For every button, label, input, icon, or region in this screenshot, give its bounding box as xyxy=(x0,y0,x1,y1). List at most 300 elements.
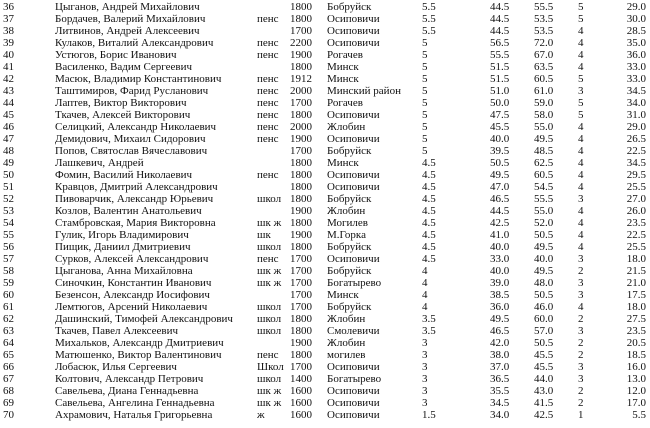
wins-cell: 4 xyxy=(578,182,584,193)
player-name: Пищик, Даниил Дмитриевич xyxy=(55,242,191,253)
tiebreak-1-cell: 40.0 xyxy=(490,242,510,253)
tiebreak-2-cell: 46.0 xyxy=(534,302,554,313)
place-cell: 39 xyxy=(3,38,14,49)
wins-cell: 5 xyxy=(578,74,584,85)
rating-cell: 1400 xyxy=(290,374,312,385)
player-name: Кулаков, Виталий Александрович xyxy=(55,38,214,49)
place-cell: 67 xyxy=(3,374,14,385)
tiebreak-1-cell: 37.0 xyxy=(490,362,510,373)
category-cell: пенс xyxy=(257,122,279,133)
tiebreak-2-cell: 72.0 xyxy=(534,38,554,49)
tiebreak-3-cell: 26.5 xyxy=(626,134,646,145)
tiebreak-1-cell: 44.5 xyxy=(490,206,510,217)
tiebreak-1-cell: 42.5 xyxy=(490,218,510,229)
rating-cell: 1800 xyxy=(290,170,312,181)
player-name: Литвинов, Андрей Алексеевич xyxy=(55,26,200,37)
wins-cell: 3 xyxy=(578,86,584,97)
rating-cell: 1600 xyxy=(290,410,312,421)
table-row xyxy=(0,266,650,277)
points-cell: 1.5 xyxy=(422,410,436,421)
table-row xyxy=(0,110,650,121)
table-row xyxy=(0,290,650,301)
tiebreak-1-cell: 50.0 xyxy=(490,98,510,109)
tiebreak-1-cell: 47.5 xyxy=(490,110,510,121)
city-cell: Рогачев xyxy=(327,50,363,61)
tiebreak-1-cell: 36.0 xyxy=(490,302,510,313)
city-cell: Рогачев xyxy=(327,98,363,109)
wins-cell: 4 xyxy=(578,146,584,157)
points-cell: 3.5 xyxy=(422,314,436,325)
category-cell: ж xyxy=(257,410,265,421)
tiebreak-3-cell: 31.0 xyxy=(626,110,646,121)
player-name: Демидович, Михаил Сидорович xyxy=(55,134,206,145)
tiebreak-3-cell: 16.0 xyxy=(626,362,646,373)
category-cell: пенс xyxy=(257,98,279,109)
points-cell: 5 xyxy=(422,86,428,97)
place-cell: 44 xyxy=(3,98,14,109)
points-cell: 5 xyxy=(422,110,428,121)
category-cell: пенс xyxy=(257,86,279,97)
category-cell: школ xyxy=(257,314,282,325)
tiebreak-3-cell: 29.0 xyxy=(626,122,646,133)
tiebreak-2-cell: 49.5 xyxy=(534,134,554,145)
tiebreak-1-cell: 34.5 xyxy=(490,398,510,409)
rating-cell: 1900 xyxy=(290,206,312,217)
wins-cell: 4 xyxy=(578,242,584,253)
place-cell: 62 xyxy=(3,314,14,325)
tiebreak-2-cell: 45.5 xyxy=(534,362,554,373)
player-name: Пивоварчик, Александр Юрьевич xyxy=(55,194,214,205)
place-cell: 59 xyxy=(3,278,14,289)
wins-cell: 3 xyxy=(578,362,584,373)
wins-cell: 2 xyxy=(578,398,584,409)
tiebreak-3-cell: 27.0 xyxy=(626,194,646,205)
tiebreak-1-cell: 51.5 xyxy=(490,74,510,85)
tiebreak-1-cell: 42.0 xyxy=(490,338,510,349)
city-cell: Осиповичи xyxy=(327,14,380,25)
tiebreak-2-cell: 42.5 xyxy=(534,410,554,421)
place-cell: 42 xyxy=(3,74,14,85)
tiebreak-3-cell: 35.0 xyxy=(626,38,646,49)
tiebreak-1-cell: 38.5 xyxy=(490,290,510,301)
points-cell: 5 xyxy=(422,122,428,133)
table-row xyxy=(0,314,650,325)
tiebreak-1-cell: 46.5 xyxy=(490,194,510,205)
place-cell: 65 xyxy=(3,350,14,361)
player-name: Савельева, Ангелина Геннадьевна xyxy=(55,398,215,409)
tiebreak-3-cell: 33.0 xyxy=(626,74,646,85)
city-cell: Минск xyxy=(327,290,359,301)
tiebreak-2-cell: 53.5 xyxy=(534,14,554,25)
player-name: Таштимиров, Фарид Русланович xyxy=(55,86,209,97)
player-name: Ткачев, Алексей Викторович xyxy=(55,110,191,121)
city-cell: Жлобин xyxy=(327,122,366,133)
place-cell: 55 xyxy=(3,230,14,241)
rating-cell: 1900 xyxy=(290,230,312,241)
wins-cell: 2 xyxy=(578,266,584,277)
tiebreak-2-cell: 60.0 xyxy=(534,314,554,325)
rating-cell: 1912 xyxy=(290,74,312,85)
table-row xyxy=(0,74,650,85)
rating-cell: 1800 xyxy=(290,62,312,73)
rating-cell: 1900 xyxy=(290,50,312,61)
rating-cell: 1800 xyxy=(290,350,312,361)
table-row xyxy=(0,158,650,169)
wins-cell: 4 xyxy=(578,134,584,145)
category-cell: школ xyxy=(257,194,282,205)
wins-cell: 4 xyxy=(578,302,584,313)
wins-cell: 5 xyxy=(578,14,584,25)
table-row xyxy=(0,122,650,133)
tiebreak-2-cell: 49.5 xyxy=(534,266,554,277)
tiebreak-2-cell: 40.0 xyxy=(534,254,554,265)
rating-cell: 1800 xyxy=(290,2,312,13)
wins-cell: 4 xyxy=(578,218,584,229)
table-row xyxy=(0,2,650,13)
wins-cell: 4 xyxy=(578,122,584,133)
player-name: Цыганов, Андрей Михайлович xyxy=(55,2,200,13)
category-cell: пенс xyxy=(257,14,279,25)
tiebreak-1-cell: 51.0 xyxy=(490,86,510,97)
tiebreak-2-cell: 59.0 xyxy=(534,98,554,109)
wins-cell: 4 xyxy=(578,206,584,217)
points-cell: 5.5 xyxy=(422,14,436,25)
place-cell: 37 xyxy=(3,14,14,25)
tiebreak-1-cell: 39.5 xyxy=(490,146,510,157)
category-cell: школ xyxy=(257,374,282,385)
tiebreak-3-cell: 25.5 xyxy=(626,182,646,193)
player-name: Кравцов, Дмитрий Александрович xyxy=(55,182,218,193)
table-row xyxy=(0,242,650,253)
player-name: Сурков, Алексей Александрович xyxy=(55,254,209,265)
wins-cell: 4 xyxy=(578,38,584,49)
tiebreak-2-cell: 53.5 xyxy=(534,26,554,37)
tiebreak-3-cell: 21.5 xyxy=(626,266,646,277)
place-cell: 68 xyxy=(3,386,14,397)
points-cell: 5 xyxy=(422,134,428,145)
tiebreak-3-cell: 17.0 xyxy=(626,398,646,409)
tiebreak-1-cell: 47.0 xyxy=(490,182,510,193)
points-cell: 5.5 xyxy=(422,26,436,37)
tiebreak-2-cell: 55.5 xyxy=(534,194,554,205)
category-cell: шк ж xyxy=(257,218,282,229)
place-cell: 58 xyxy=(3,266,14,277)
player-name: Бордачев, Валерий Михайлович xyxy=(55,14,206,25)
place-cell: 43 xyxy=(3,86,14,97)
points-cell: 5 xyxy=(422,62,428,73)
tiebreak-1-cell: 45.5 xyxy=(490,122,510,133)
points-cell: 3 xyxy=(422,362,428,373)
points-cell: 4.5 xyxy=(422,170,436,181)
rating-cell: 1700 xyxy=(290,98,312,109)
tiebreak-2-cell: 63.5 xyxy=(534,62,554,73)
tiebreak-2-cell: 41.5 xyxy=(534,398,554,409)
table-row xyxy=(0,170,650,181)
wins-cell: 4 xyxy=(578,170,584,181)
city-cell: Бобруйск xyxy=(327,302,372,313)
tiebreak-1-cell: 40.0 xyxy=(490,266,510,277)
wins-cell: 2 xyxy=(578,338,584,349)
table-row xyxy=(0,14,650,25)
points-cell: 4 xyxy=(422,278,428,289)
wins-cell: 3 xyxy=(578,290,584,301)
place-cell: 56 xyxy=(3,242,14,253)
tiebreak-2-cell: 48.5 xyxy=(534,146,554,157)
tiebreak-2-cell: 67.0 xyxy=(534,50,554,61)
tiebreak-2-cell: 50.5 xyxy=(534,338,554,349)
tiebreak-1-cell: 36.5 xyxy=(490,374,510,385)
tiebreak-3-cell: 26.0 xyxy=(626,206,646,217)
category-cell: пенс xyxy=(257,74,279,85)
city-cell: Осиповичи xyxy=(327,398,380,409)
table-row xyxy=(0,386,650,397)
wins-cell: 4 xyxy=(578,62,584,73)
tiebreak-2-cell: 55.5 xyxy=(534,2,554,13)
tiebreak-3-cell: 12.0 xyxy=(626,386,646,397)
city-cell: Бобруйск xyxy=(327,2,372,13)
city-cell: Бобруйск xyxy=(327,194,372,205)
tiebreak-1-cell: 34.0 xyxy=(490,410,510,421)
rating-cell: 2000 xyxy=(290,122,312,133)
city-cell: Минск xyxy=(327,62,359,73)
player-name: Дашинский, Тимофей Александрович xyxy=(55,314,233,325)
place-cell: 52 xyxy=(3,194,14,205)
tiebreak-1-cell: 44.5 xyxy=(490,14,510,25)
rating-cell: 1700 xyxy=(290,290,312,301)
table-row xyxy=(0,362,650,373)
place-cell: 51 xyxy=(3,182,14,193)
tiebreak-3-cell: 22.5 xyxy=(626,146,646,157)
tiebreak-2-cell: 54.5 xyxy=(534,182,554,193)
city-cell: Осиповичи xyxy=(327,182,380,193)
player-name: Попов, Святослав Вячеславович xyxy=(55,146,208,157)
category-cell: школ xyxy=(257,326,282,337)
points-cell: 3.5 xyxy=(422,326,436,337)
city-cell: Осиповичи xyxy=(327,362,380,373)
table-row xyxy=(0,98,650,109)
rating-cell: 1800 xyxy=(290,110,312,121)
points-cell: 4.5 xyxy=(422,218,436,229)
place-cell: 45 xyxy=(3,110,14,121)
table-row xyxy=(0,326,650,337)
tiebreak-1-cell: 39.0 xyxy=(490,278,510,289)
table-row xyxy=(0,338,650,349)
tiebreak-1-cell: 50.5 xyxy=(490,158,510,169)
place-cell: 38 xyxy=(3,26,14,37)
points-cell: 4.5 xyxy=(422,242,436,253)
tiebreak-2-cell: 50.5 xyxy=(534,290,554,301)
tiebreak-3-cell: 28.5 xyxy=(626,26,646,37)
rating-cell: 1800 xyxy=(290,218,312,229)
place-cell: 49 xyxy=(3,158,14,169)
tiebreak-3-cell: 30.0 xyxy=(626,14,646,25)
table-row xyxy=(0,134,650,145)
place-cell: 61 xyxy=(3,302,14,313)
tiebreak-1-cell: 41.0 xyxy=(490,230,510,241)
category-cell: шк ж xyxy=(257,386,282,397)
tiebreak-2-cell: 44.0 xyxy=(534,374,554,385)
tiebreak-2-cell: 55.0 xyxy=(534,122,554,133)
table-row xyxy=(0,410,650,421)
place-cell: 63 xyxy=(3,326,14,337)
tiebreak-3-cell: 5.5 xyxy=(632,410,646,421)
tiebreak-2-cell: 49.5 xyxy=(534,242,554,253)
rating-cell: 1700 xyxy=(290,254,312,265)
category-cell: шк ж xyxy=(257,278,282,289)
tiebreak-3-cell: 17.5 xyxy=(626,290,646,301)
points-cell: 4.5 xyxy=(422,206,436,217)
category-cell: школ xyxy=(257,242,282,253)
table-row xyxy=(0,230,650,241)
tiebreak-3-cell: 18.5 xyxy=(626,350,646,361)
rating-cell: 1700 xyxy=(290,26,312,37)
tiebreak-3-cell: 18.0 xyxy=(626,254,646,265)
category-cell: пенс xyxy=(257,254,279,265)
rating-cell: 1800 xyxy=(290,14,312,25)
city-cell: Минск xyxy=(327,74,359,85)
city-cell: Бобруйск xyxy=(327,266,372,277)
city-cell: Минск xyxy=(327,158,359,169)
place-cell: 48 xyxy=(3,146,14,157)
player-name: Устюгов, Борис Иванович xyxy=(55,50,177,61)
city-cell: Бобруйск xyxy=(327,242,372,253)
city-cell: Осиповичи xyxy=(327,134,380,145)
player-name: Ткачев, Павел Алексеевич xyxy=(55,326,179,337)
table-row xyxy=(0,26,650,37)
category-cell: пенс xyxy=(257,38,279,49)
tiebreak-3-cell: 21.0 xyxy=(626,278,646,289)
points-cell: 4.5 xyxy=(422,158,436,169)
city-cell: Жлобин xyxy=(327,338,366,349)
tiebreak-2-cell: 62.5 xyxy=(534,158,554,169)
wins-cell: 2 xyxy=(578,314,584,325)
player-name: Селицкий, Александр Николаевич xyxy=(55,122,217,133)
player-name: Фомин, Василий Николаевич xyxy=(55,170,193,181)
tiebreak-2-cell: 60.5 xyxy=(534,170,554,181)
tiebreak-2-cell: 61.0 xyxy=(534,86,554,97)
place-cell: 57 xyxy=(3,254,14,265)
city-cell: Богатырево xyxy=(327,278,382,289)
player-name: Михальков, Александр Дмитриевич xyxy=(55,338,224,349)
rating-cell: 1800 xyxy=(290,158,312,169)
table-row xyxy=(0,50,650,61)
table-row xyxy=(0,86,650,97)
category-cell: Школ xyxy=(257,362,284,373)
table-row xyxy=(0,194,650,205)
wins-cell: 4 xyxy=(578,230,584,241)
points-cell: 4.5 xyxy=(422,182,436,193)
tiebreak-2-cell: 60.5 xyxy=(534,74,554,85)
tiebreak-2-cell: 50.5 xyxy=(534,230,554,241)
tiebreak-3-cell: 34.5 xyxy=(626,158,646,169)
city-cell: Осиповичи xyxy=(327,254,380,265)
tiebreak-1-cell: 40.0 xyxy=(490,134,510,145)
city-cell: Жлобин xyxy=(327,206,366,217)
tiebreak-3-cell: 18.0 xyxy=(626,302,646,313)
points-cell: 5 xyxy=(422,146,428,157)
place-cell: 69 xyxy=(3,398,14,409)
rating-cell: 1900 xyxy=(290,338,312,349)
table-row xyxy=(0,254,650,265)
category-cell: пенс xyxy=(257,134,279,145)
city-cell: Осиповичи xyxy=(327,26,380,37)
tiebreak-1-cell: 33.0 xyxy=(490,254,510,265)
points-cell: 4.5 xyxy=(422,230,436,241)
tiebreak-1-cell: 49.5 xyxy=(490,170,510,181)
player-name: Лаптев, Виктор Викторович xyxy=(55,98,187,109)
table-row xyxy=(0,350,650,361)
player-name: Лемтюгов, Арсений Николаевич xyxy=(55,302,208,313)
points-cell: 4 xyxy=(422,266,428,277)
category-cell: пенс xyxy=(257,170,279,181)
place-cell: 46 xyxy=(3,122,14,133)
tiebreak-3-cell: 23.5 xyxy=(626,326,646,337)
wins-cell: 5 xyxy=(578,110,584,121)
tiebreak-1-cell: 56.5 xyxy=(490,38,510,49)
player-name: Синочкин, Константин Иванович xyxy=(55,278,212,289)
table-row xyxy=(0,374,650,385)
points-cell: 5 xyxy=(422,38,428,49)
tiebreak-1-cell: 51.5 xyxy=(490,62,510,73)
player-name: Цыганова, Анна Михайловна xyxy=(55,266,193,277)
tiebreak-2-cell: 43.0 xyxy=(534,386,554,397)
wins-cell: 4 xyxy=(578,50,584,61)
city-cell: Осиповичи xyxy=(327,110,380,121)
tiebreak-3-cell: 34.5 xyxy=(626,86,646,97)
table-row xyxy=(0,206,650,217)
city-cell: Бобруйск xyxy=(327,146,372,157)
player-name: Лашкевич, Андрей xyxy=(55,158,144,169)
tiebreak-3-cell: 34.0 xyxy=(626,98,646,109)
rating-cell: 1900 xyxy=(290,134,312,145)
table-row xyxy=(0,62,650,73)
place-cell: 40 xyxy=(3,50,14,61)
city-cell: Смолевичи xyxy=(327,326,380,337)
rating-cell: 1700 xyxy=(290,266,312,277)
points-cell: 4.5 xyxy=(422,194,436,205)
table-row xyxy=(0,302,650,313)
category-cell: шк xyxy=(257,230,271,241)
player-name: Матюшенко, Виктор Валентинович xyxy=(55,350,222,361)
tiebreak-2-cell: 57.0 xyxy=(534,326,554,337)
city-cell: Осиповичи xyxy=(327,386,380,397)
points-cell: 3 xyxy=(422,338,428,349)
city-cell: Минский район xyxy=(327,86,401,97)
tiebreak-3-cell: 27.5 xyxy=(626,314,646,325)
rating-cell: 1800 xyxy=(290,314,312,325)
tiebreak-1-cell: 44.5 xyxy=(490,2,510,13)
rating-cell: 1800 xyxy=(290,242,312,253)
wins-cell: 1 xyxy=(578,410,584,421)
player-name: Ахрамович, Наталья Григорьевна xyxy=(55,410,213,421)
player-name: Гулик, Игорь Владимирович xyxy=(55,230,189,241)
tiebreak-2-cell: 48.0 xyxy=(534,278,554,289)
rating-cell: 1800 xyxy=(290,182,312,193)
city-cell: Осиповичи xyxy=(327,38,380,49)
tiebreak-3-cell: 20.5 xyxy=(626,338,646,349)
tiebreak-3-cell: 13.0 xyxy=(626,374,646,385)
wins-cell: 4 xyxy=(578,158,584,169)
wins-cell: 3 xyxy=(578,374,584,385)
place-cell: 47 xyxy=(3,134,14,145)
player-name: Колтович, Александр Петрович xyxy=(55,374,204,385)
rating-cell: 1600 xyxy=(290,398,312,409)
tiebreak-1-cell: 46.5 xyxy=(490,326,510,337)
place-cell: 36 xyxy=(3,2,14,13)
category-cell: школ xyxy=(257,302,282,313)
city-cell: Жлобин xyxy=(327,314,366,325)
category-cell: шк ж xyxy=(257,398,282,409)
